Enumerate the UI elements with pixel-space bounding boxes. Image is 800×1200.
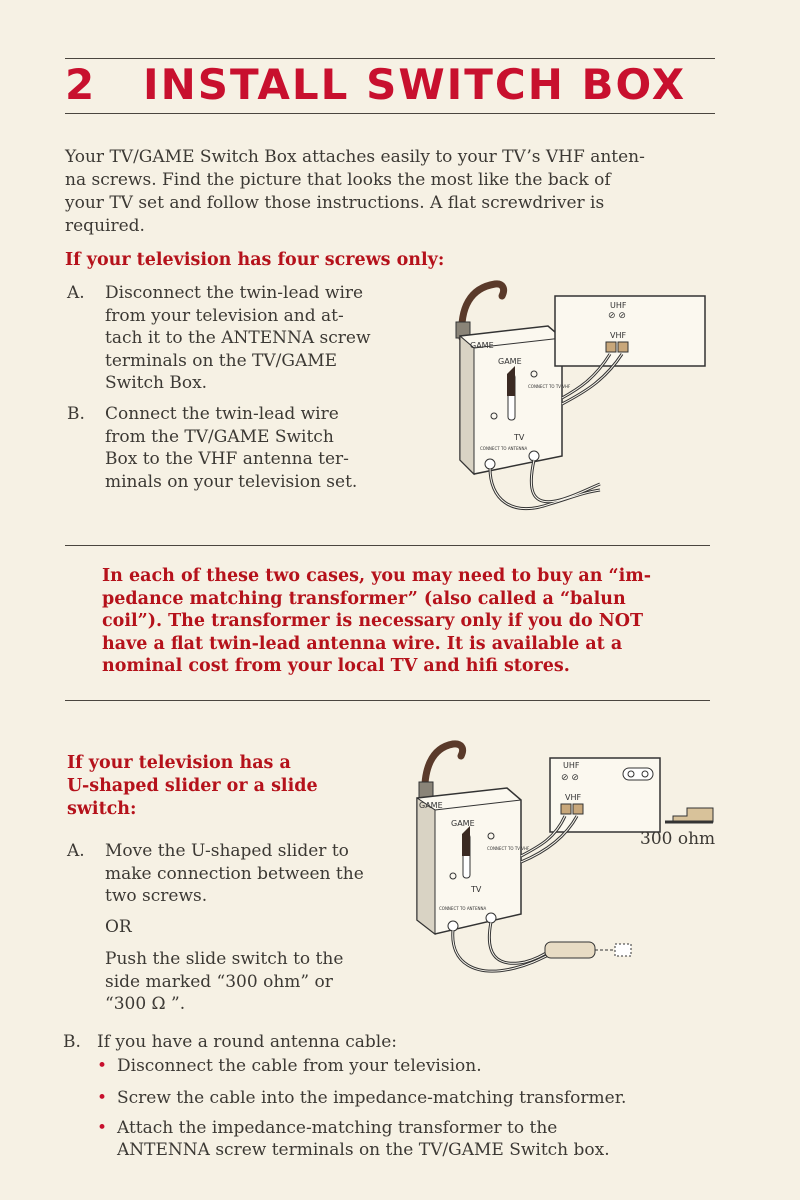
tv-label: TV (471, 885, 482, 894)
section2-step-b-intro: If you have a round antenna cable: (97, 1032, 398, 1052)
heading-line: U-shaped slider or a slide (67, 776, 318, 796)
step-line: Connect the twin-lead wire (105, 404, 339, 424)
step-text (105, 403, 357, 493)
svg-text:⊘ ⊘: ⊘ ⊘ (561, 773, 579, 783)
bullet-text (117, 1117, 717, 1161)
step-line: terminals on the TV/GAME (105, 350, 338, 371)
slider-switch-diagram (395, 738, 725, 988)
heading-line: switch: (67, 799, 137, 819)
box-label: GAME (470, 341, 494, 350)
connect-tv-label: CONNECT TO TV VHF (528, 384, 571, 389)
uhf-label: UHF (610, 301, 627, 310)
note-line: nominal cost from your local TV and hifi stores. (102, 656, 570, 676)
intro-line: your TV set and follow those instructions. A flat screwdriver is (65, 193, 605, 213)
bullet-line: ANTENNA screw terminals on the TV/GAME Switch box. (117, 1140, 610, 1160)
or-text: OR (105, 917, 132, 937)
note-line: In each of these two cases, you may need to buy an “im- (102, 566, 652, 586)
vhf-label: VHF (610, 331, 627, 340)
bullet-dot: • (97, 1056, 108, 1076)
bullet-text (117, 1055, 717, 1077)
transformer-note (102, 565, 682, 678)
step-line: two screws. (105, 886, 208, 906)
connect-tv-label: CONNECT TO TV VHF (487, 846, 530, 851)
top-rule (65, 58, 715, 59)
step-line: from the TV/GAME Switch (105, 426, 334, 447)
box-label: GAME (419, 801, 443, 810)
section-number: 2 (65, 60, 97, 109)
step-line: Switch Box. (105, 373, 208, 393)
note-line: have a flat twin-lead antenna wire. It is available at a (102, 633, 623, 654)
bullet-dot: • (97, 1118, 108, 1138)
step-line: Box to the VHF antenna ter- (105, 449, 349, 469)
step-label: B. (67, 404, 85, 424)
game-label: GAME (498, 357, 522, 366)
intro-paragraph (65, 146, 705, 238)
note-bottom-rule (65, 700, 710, 701)
step-line: Push the slide switch to the (105, 949, 344, 969)
intro-line: na screws. Find the picture that looks the most like the back of (65, 170, 611, 190)
section2-heading (67, 752, 318, 821)
bullet-text (117, 1087, 717, 1109)
section2-step-b-label: B. (63, 1032, 81, 1052)
connect-antenna-label: CONNECT TO ANTENNA (480, 446, 528, 451)
step-line: from your television and at- (105, 305, 344, 326)
heading-line: If your television has a (67, 753, 291, 773)
uhf-label: UHF (563, 761, 580, 770)
step-line: make connection between the (105, 863, 364, 884)
step-line: tach it to the ANTENNA screw (105, 328, 371, 348)
note-line: pedance matching transformer” (also called a “balun (102, 588, 626, 609)
vhf-label: VHF (565, 793, 582, 802)
bullet-dot: • (97, 1088, 108, 1108)
step-text (105, 282, 371, 395)
section-title: INSTALL SWITCH BOX (143, 60, 687, 109)
heading-underline (65, 113, 715, 114)
tv-label: TV (514, 433, 525, 442)
svg-text:⊘ ⊘: ⊘ ⊘ (608, 311, 626, 321)
intro-line: required. (65, 216, 145, 236)
four-screw-diagram (410, 278, 715, 528)
step-label: A. (67, 283, 85, 303)
step-label: A. (67, 841, 85, 861)
bullet-line: Screw the cable into the impedance-matching transformer. (117, 1088, 627, 1108)
step-text (105, 840, 364, 908)
ohm-label: 300 ohm (640, 829, 716, 849)
step-line: side marked “300 ohm” or (105, 971, 333, 992)
bullet-line: Attach the impedance-matching transformer to the (117, 1118, 558, 1138)
step-line: Disconnect the twin-lead wire (105, 283, 364, 303)
connect-antenna-label: CONNECT TO ANTENNA (439, 906, 487, 911)
bullet-line: Disconnect the cable from your television. (117, 1056, 482, 1076)
note-line: coil”). The transformer is necessary only if you do NOT (102, 611, 643, 631)
note-top-rule (65, 545, 710, 546)
intro-line: Your TV/GAME Switch Box attaches easily to your TV’s VHF anten- (65, 147, 645, 167)
section1-heading: If your television has four screws only: (65, 250, 445, 270)
step-line: Move the U-shaped slider to (105, 841, 349, 861)
step-line: “300 Ω ”. (105, 994, 186, 1014)
step-line: minals on your television set. (105, 471, 358, 492)
game-label: GAME (451, 819, 475, 828)
section2-step-a-alt (105, 948, 405, 1016)
